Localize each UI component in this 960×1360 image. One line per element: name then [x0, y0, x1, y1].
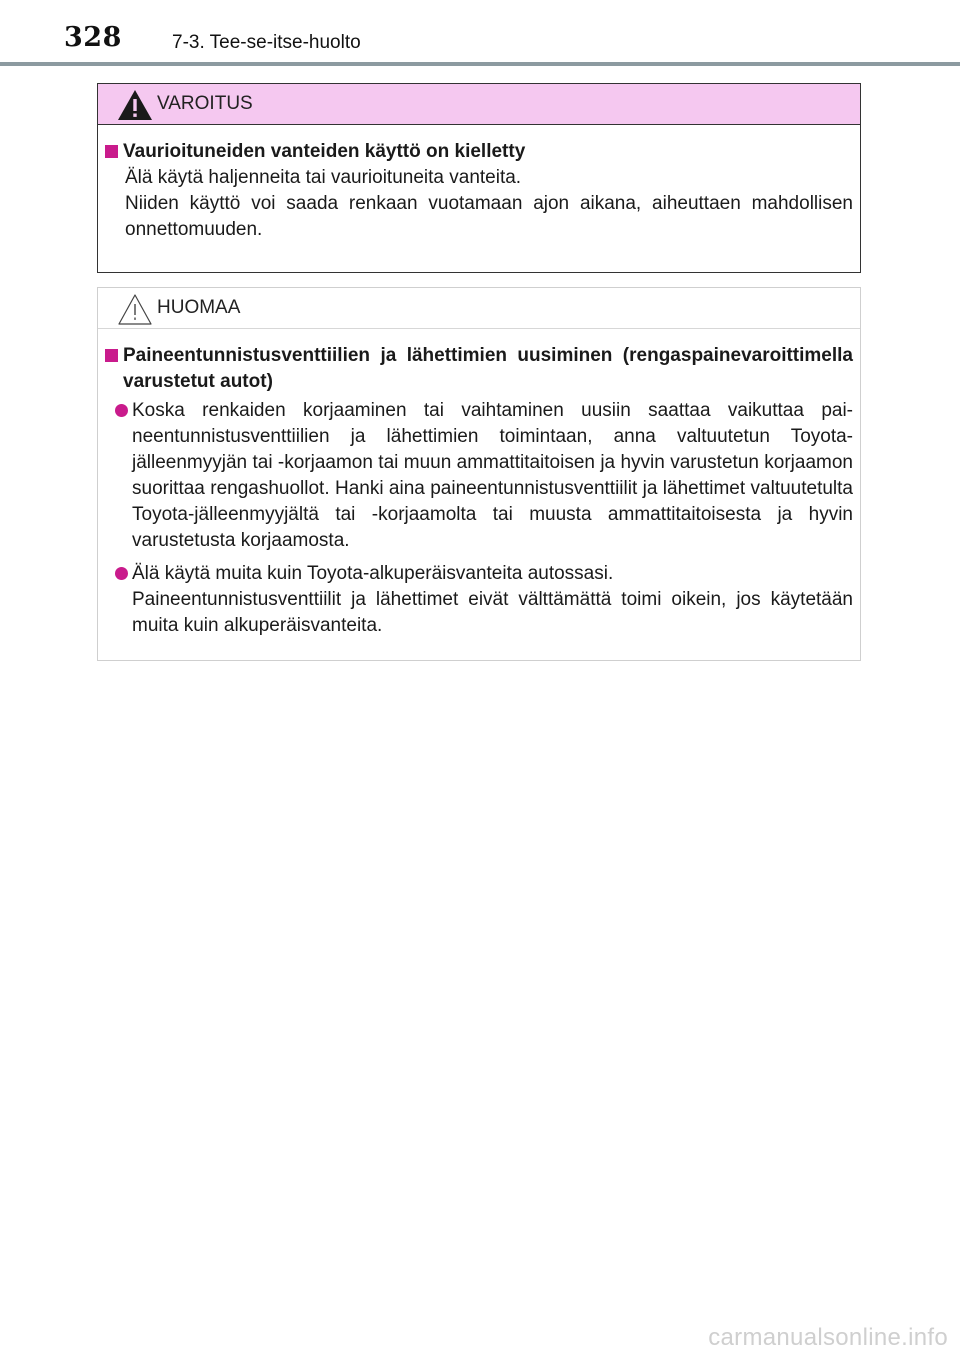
warning-box-header — [98, 84, 860, 125]
notice-triangle-icon — [116, 292, 154, 326]
notice-box-header — [98, 288, 860, 329]
notice-box-body — [98, 329, 860, 639]
square-bullet-icon — [105, 349, 118, 362]
notice-bullet-text — [132, 398, 853, 554]
header-rule — [0, 62, 960, 66]
page-number: 328 — [64, 22, 122, 53]
warning-paragraph: Älä käytä haljenneita tai vaurioituneita vanteita. — [125, 167, 522, 188]
circle-bullet-icon — [115, 404, 128, 417]
warning-heading-text: Vaurioituneiden vanteiden käyttö on kielletty — [123, 141, 526, 162]
warning-box-body — [98, 125, 860, 243]
section-title: 7-3. Tee-se-itse-huolto — [172, 32, 361, 53]
notice-paragraph: Koska renkaiden korjaaminen tai vaihtaminen uusiin saattaa vaikuttaa paineentunnistusventtiilien ja lähettimien toimintaan, anna valtuutetun Toyota-jälleenmyyjän tai -korjaamon tai muun ammattitaitoisen ja hyvin varustetun korjaamon suorittaa rengashuollot. Hanki aina paineentunnistusventtiilit ja lähettimet valtuutetulta Toyota-jälleenmyyjältä tai -korjaamolta tai muusta ammattitaitoisesta ja hyvin varustetusta korjaamosta. — [132, 400, 853, 551]
notice-label: HUOMAA — [157, 297, 241, 318]
page-header — [0, 0, 960, 66]
notice-paragraph: Älä käytä muita kuin Toyota-alkuperäisvanteita autossasi. — [132, 563, 614, 584]
notice-bullet-item — [115, 561, 853, 639]
warning-label: VAROITUS — [157, 93, 253, 114]
notice-bullet-item — [115, 398, 853, 554]
circle-bullet-icon — [115, 567, 128, 580]
notice-heading — [105, 343, 853, 395]
warning-triangle-icon — [116, 88, 154, 122]
warning-text — [125, 165, 853, 243]
warning-box — [97, 83, 861, 273]
warning-paragraph: Niiden käyttö voi saada renkaan vuotamaan ajon aikana, aiheuttaen mahdollisen onnettomuuden. — [125, 193, 853, 240]
notice-paragraph: Paineentunnistusventtiilit ja lähettimet eivät välttämättä toimi oikein, jos käytetään muita kuin alkuperäisvanteita. — [132, 589, 853, 636]
square-bullet-icon — [105, 145, 118, 158]
watermark: carmanualsonline.info — [708, 1324, 948, 1351]
notice-heading-text: Paineentunnistusventtiilien ja lähettimien uusiminen (rengaspainevaroittimella varustetut autot) — [123, 345, 853, 392]
notice-box — [97, 287, 861, 661]
warning-heading — [105, 139, 853, 165]
notice-bullet-text — [132, 561, 853, 639]
